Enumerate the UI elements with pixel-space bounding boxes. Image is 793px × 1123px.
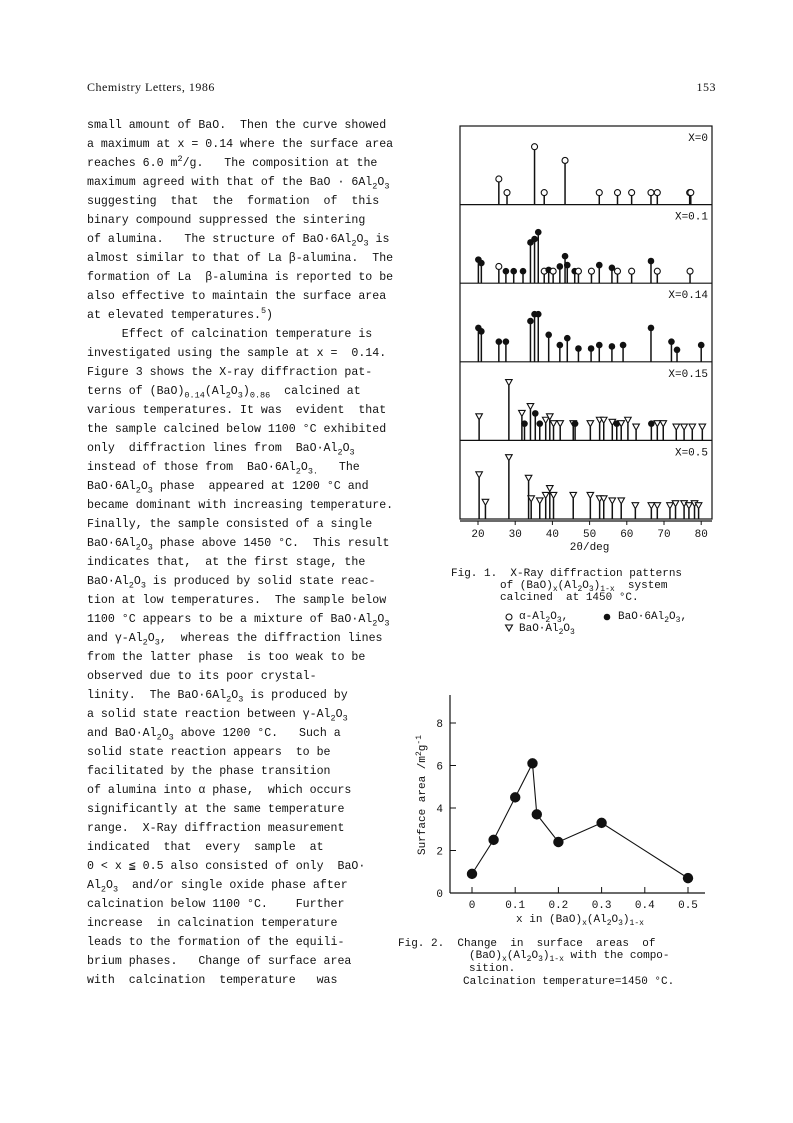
body-text-line: formation of La β-alumina is reported to be [87, 271, 394, 284]
body-text-line: brium phases. Change of surface area [87, 955, 352, 968]
figure-2-y-tick-label: 4 [436, 804, 443, 816]
figure-2-x-axis-label: x in $(BaO)_x(Al_2O_3)_{1-x}$ [516, 914, 644, 928]
figure-2-caption-line: Calcination temperature=1450 °C. [463, 976, 675, 988]
body-text-line: $Al_2O_3$ and/or single oxide phase after [87, 879, 348, 895]
body-text-line: increase in calcination temperature [87, 917, 338, 930]
body-text-line: Figure 3 shows the X-ray diffraction pat- [87, 366, 373, 379]
body-text-line: became dominant with increasing temperature. [87, 499, 394, 512]
body-text-line: solid state reaction appears to be [87, 746, 331, 759]
figure-2-data-point [510, 792, 520, 802]
figure-2-series-line [472, 763, 688, 878]
body-text-line: 0 < x ≦ 0.5 also consisted of only BaO· [87, 860, 366, 873]
figure-1-x-axis-label: 2θ/deg [569, 542, 610, 554]
figure-1-caption-line: Fig. 1. X-Ray diffraction patterns [451, 568, 683, 580]
figure-2-data-point [467, 869, 477, 879]
figure-2-data-point [532, 809, 542, 819]
body-text-line: indicates that, at the first stage, the [87, 556, 366, 569]
figure-1-caption-line: calcined at 1450 °C. [500, 592, 639, 604]
body-text-line: a maximum at x = 0.14 where the surface area [87, 138, 394, 151]
figure-2-y-tick-label: 0 [436, 889, 443, 901]
body-text-line: of alumina into α phase, which occurs [87, 784, 352, 797]
body-text-line: also effective to maintain the surface area [87, 290, 387, 303]
body-text-line: reaches 6.0 $m^2/g$. The composition at the [87, 154, 378, 170]
body-text-line: Effect of calcination temperature is [87, 328, 373, 341]
body-text-line: indicated that every sample at [87, 841, 324, 854]
figure-2-data-point [488, 835, 498, 845]
body-text-line: of alumina. The structure of $BaO\cdot 6Al_2O_3$ is [87, 233, 390, 249]
figure-2-x-tick-label: 0.1 [505, 900, 526, 912]
figure-1-x-tick-label: 40 [545, 529, 560, 541]
body-text-line: leads to the formation of the equili- [87, 936, 345, 949]
body-text-line: instead of those from $BaO\cdot 6Al_2O_{3.}$ The [87, 461, 360, 477]
body-text-line: $BaO\cdot Al_2O_3$ is produced by solid state reac- [87, 575, 376, 591]
body-text-line: binary compound suppressed the sintering [87, 214, 366, 227]
figure-2-caption-line: $(BaO)_x(Al_2O_3)_{1-x}$ with the compo- [469, 950, 670, 965]
figure-2-data-point [553, 837, 563, 847]
body-text-line: small amount of BaO. Then the curve showed [87, 119, 387, 132]
figure-2-caption-line: Fig. 2. Change in surface areas of [398, 938, 656, 950]
figure-1-panel-label: X=0.15 [668, 368, 708, 381]
body-text-line: $BaO\cdot 6Al_2O_3$ phase above 1450 °C. This result [87, 537, 390, 553]
figure-1-x-tick-label: 80 [694, 529, 708, 541]
body-text-line: maximum agreed with that of the BaO · $6Al_2O_3$ [87, 176, 390, 192]
figure-1-panel-label: X=0.1 [674, 211, 708, 224]
body-text-line: and $BaO\cdot Al_2O_3$ above 1200 °C. Such a [87, 727, 341, 743]
figure-1-panel-label: X=0 [688, 133, 708, 145]
figure-2-x-tick-label: 0 [468, 900, 476, 912]
figure-1-x-tick-label: 70 [657, 529, 671, 541]
figure-2-data-point [596, 818, 606, 828]
body-text-line: at elevated temperatures.$^5$) [87, 306, 274, 322]
figure-1-x-tick-label: 20 [471, 529, 485, 541]
body-text-line: only diffraction lines from $BaO\cdot Al_2O_3$ [87, 442, 355, 458]
figure-2-x-tick-label: 0.2 [548, 900, 569, 912]
figure-2-y-axis-label: Surface area $/m^2g^{-1}$ [415, 734, 429, 856]
figure-1-panel-label: X=0.5 [674, 447, 708, 460]
figure-2-y-tick-label: 6 [436, 761, 443, 774]
figure-1-legend-alpha-alumina: $\alpha-Al_2O_3$, [519, 611, 569, 626]
body-text-line: facilitated by the phase transition [87, 765, 331, 778]
figure-2-x-tick-label: 0.4 [634, 900, 655, 912]
body-text-line: almost similar to that of La β-alumina. The [87, 252, 394, 265]
body-text-line: investigated using the sample at x = 0.14. [87, 347, 387, 360]
figure-1-x-tick-label: 50 [582, 529, 597, 541]
body-text-line: observed due to its poor crystal- [87, 670, 317, 683]
body-text-line: the sample calcined below 1100 °C exhibited [87, 423, 387, 436]
body-text-line: with calcination temperature was [87, 974, 338, 987]
figure-1-legend-ba-hexa: $BaO\cdot 6Al_2O_3$, [618, 611, 688, 626]
body-text-line: from the latter phase is too weak to be [87, 651, 366, 664]
figure-1-panel-label: X=0.14 [668, 290, 708, 303]
figure-1-x-tick-label: 30 [508, 529, 522, 541]
figure-2-x-tick-label: 0.3 [591, 900, 612, 912]
body-text-line: calcination below 1100 °C. Further [87, 898, 345, 911]
figure-1-caption-line: of $(BaO)_x(Al_2O_3)_{1-x}$ system [500, 580, 668, 595]
page-number: 153 [696, 80, 716, 94]
body-text-line: a solid state reaction between $\gamma-Al_2O_3$ [87, 708, 348, 724]
figure-2-data-point [683, 873, 693, 883]
figure-2-y-tick-label: 2 [436, 846, 443, 859]
body-text-line: range. X-Ray diffraction measurement [87, 822, 345, 835]
figure-2-x-tick-label: 0.5 [678, 900, 698, 912]
figure-2-caption-line: sition. [469, 963, 516, 975]
body-text-line: various temperatures. It was evident that [87, 404, 387, 417]
running-header-journal: Chemistry Letters, 1986 [87, 80, 215, 94]
body-text-line: 1100 °C appears to be a mixture of $BaO\cdot Al_2O_3$ [87, 613, 390, 629]
body-text-line: terns of $(BaO)_{0.14}(Al_2O_3)_{0.86}$ calcined at [87, 385, 361, 401]
body-text-line: and $\gamma-Al_2O_3$, whereas the diffraction lines [87, 632, 383, 648]
body-text-line: Finally, the sample consisted of a single [87, 518, 373, 531]
body-text-line: linity. The $BaO\cdot 6Al_2O_3$ is produced by [87, 689, 348, 705]
body-text-line: tion at low temperatures. The sample below [87, 594, 387, 607]
figure-2-y-tick-label: 8 [436, 719, 443, 731]
figure-2-data-point [527, 758, 537, 768]
body-text-line: suggesting that the formation of this [87, 195, 380, 208]
figure-1-x-tick-label: 60 [620, 529, 634, 541]
body-text-line: significantly at the same temperature [87, 803, 345, 816]
body-text-line: $BaO\cdot 6Al_2O_3$ phase appeared at 1200 °C and [87, 480, 369, 496]
figure-1-legend-ba-mono: $BaO\cdot Al_2O_3$ [519, 623, 575, 638]
